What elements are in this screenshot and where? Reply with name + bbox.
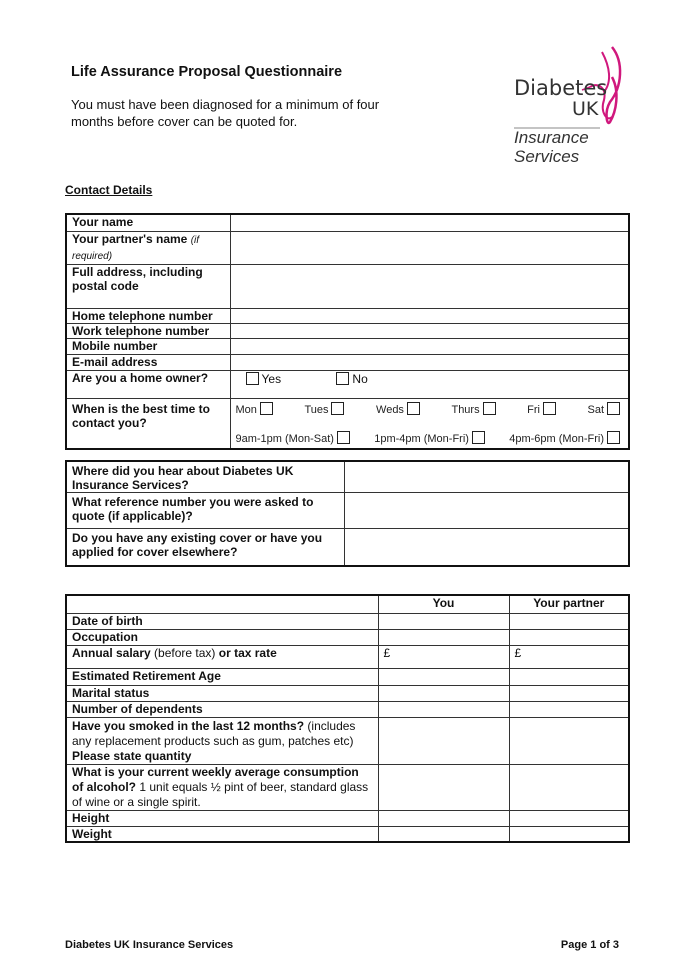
weight-you[interactable] <box>378 826 509 842</box>
salary-you[interactable]: £ <box>378 645 509 668</box>
dob-partner[interactable] <box>509 613 629 629</box>
day-thurs[interactable]: Thurs <box>451 402 498 417</box>
contact-details-table: Your name Your partner's name (if required) Full address, including postal code Home telephone number Work telephone number Mobile number E-mail address Are you a home owner? Yes No When is the best time to contact you? Mon Tues Weds Thurs Fri Sat 9am-1pm (Mon-Sat) 1pm-4pm (Mon-Fri) 4pm-6pm (Mon-Fri) <box>65 213 630 450</box>
weight-partner[interactable] <box>509 826 629 842</box>
retire-you[interactable] <box>378 668 509 685</box>
work-tel-field[interactable] <box>230 323 629 338</box>
time-afternoon[interactable]: 1pm-4pm (Mon-Fri) <box>374 431 488 446</box>
height-you[interactable] <box>378 810 509 826</box>
section-heading-contact: Contact Details <box>65 183 153 197</box>
salary-partner[interactable]: £ <box>509 645 629 668</box>
occupation-partner[interactable] <box>509 629 629 645</box>
marital-you[interactable] <box>378 685 509 701</box>
footer-left: Diabetes UK Insurance Services <box>65 939 234 951</box>
day-sat[interactable]: Sat <box>587 402 623 417</box>
dependents-partner[interactable] <box>509 701 629 717</box>
partner-name-field[interactable] <box>230 231 629 264</box>
occupation-you[interactable] <box>378 629 509 645</box>
smoke-partner[interactable] <box>509 717 629 764</box>
day-tues[interactable]: Tues <box>304 402 347 417</box>
source-table: Where did you hear about Diabetes UK Insurance Services? What reference number you were asked to quote (if applicable)? Do you have any existing cover or have you applied for cover elsewhere? <box>65 460 630 567</box>
reference-field[interactable] <box>344 493 629 529</box>
smoke-you[interactable] <box>378 717 509 764</box>
home-owner-no-checkbox[interactable] <box>336 372 349 385</box>
dob-you[interactable] <box>378 613 509 629</box>
your-name-field[interactable] <box>230 214 629 231</box>
height-partner[interactable] <box>509 810 629 826</box>
page-number: Page 1 of 3 <box>560 939 619 951</box>
day-mon[interactable]: Mon <box>236 402 276 417</box>
page-title: Life Assurance Proposal Questionnaire <box>71 64 343 80</box>
alcohol-you[interactable] <box>378 764 509 810</box>
dependents-you[interactable] <box>378 701 509 717</box>
home-owner-yes-checkbox[interactable] <box>246 372 259 385</box>
day-weds[interactable]: Weds <box>376 402 423 417</box>
personal-details-table: You Your partner Date of birth Occupation Annual salary (before tax) or tax rate £ £ Estimated Retirement Age Marital status Number of dependents Have you smoked in the last 12 months? (includes any replacement products such as gum, patches etc) Please state quantity What is your current weekly average consumption of alcohol? 1 unit equals ½ pint of beer, standard glass of wine or a single spirit. Height Weight <box>65 594 630 843</box>
time-morning[interactable]: 9am-1pm (Mon-Sat) <box>236 431 353 446</box>
existing-cover-field[interactable] <box>344 529 629 566</box>
mobile-field[interactable] <box>230 338 629 354</box>
home-tel-field[interactable] <box>230 308 629 323</box>
retire-partner[interactable] <box>509 668 629 685</box>
time-evening[interactable]: 4pm-6pm (Mon-Fri) <box>509 431 623 446</box>
alcohol-partner[interactable] <box>509 764 629 810</box>
email-field[interactable] <box>230 354 629 370</box>
address-field[interactable] <box>230 264 629 308</box>
hear-about-field[interactable] <box>344 461 629 493</box>
day-fri[interactable]: Fri <box>527 402 559 417</box>
diabetes-uk-logo: Diabetes UK Insurance Services <box>512 42 632 167</box>
intro-text: You must have been diagnosed for a minimum of four months before cover can be quoted for. <box>71 97 380 129</box>
marital-partner[interactable] <box>509 685 629 701</box>
